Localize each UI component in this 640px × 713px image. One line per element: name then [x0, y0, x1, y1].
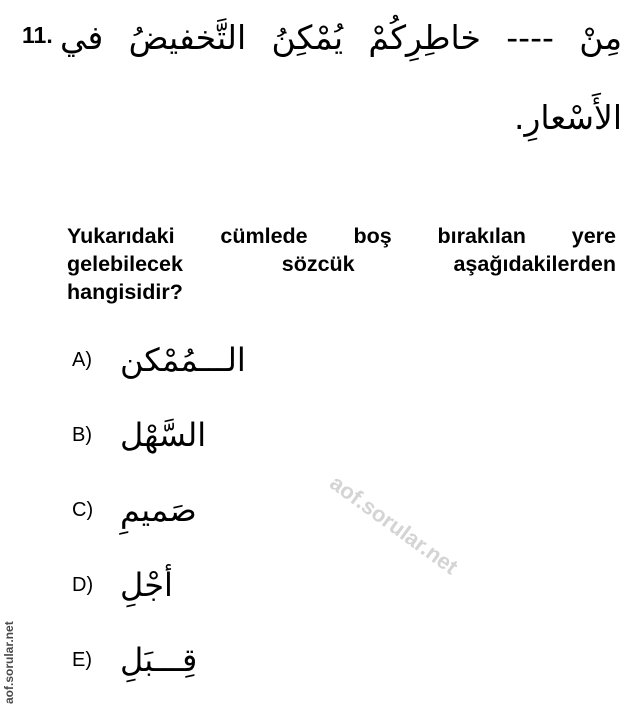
option-text: السَّهْل: [120, 416, 207, 454]
option-letter: E): [72, 648, 92, 671]
option-a[interactable]: [72, 335, 246, 385]
option-e[interactable]: [72, 635, 197, 685]
arabic-sentence-line-2: الأَسْعارِ.: [513, 98, 622, 137]
question-number: 11.: [22, 22, 53, 48]
option-letter: C): [72, 498, 94, 521]
question-prompt-line-3: hangisidir?: [67, 280, 183, 304]
option-text: قِـــبَلِ: [120, 641, 198, 679]
arabic-sentence-line-1: مِنْ ---- خاطِرِكُمْ يُمْكِنُ التَّخفيضُ في: [60, 18, 622, 57]
watermark-side: aof.sorular.net: [2, 621, 16, 704]
option-text: صَميمِ: [120, 491, 197, 529]
option-b[interactable]: [72, 410, 206, 460]
option-letter: B): [72, 423, 92, 446]
option-d[interactable]: [72, 560, 173, 610]
question-prompt-line-1: Yukarıdaki cümlede boş bırakılan yere: [67, 224, 616, 248]
option-text: أجْلِ: [120, 566, 173, 604]
watermark-center: aof.sorular.net: [325, 470, 463, 580]
question-prompt-line-2: gelebilecek sözcük aşağıdakilerden: [67, 252, 616, 276]
option-letter: A): [72, 348, 92, 371]
option-c[interactable]: [72, 485, 197, 535]
option-text: الـــمُمْكن: [120, 341, 246, 379]
option-letter: D): [72, 573, 94, 596]
